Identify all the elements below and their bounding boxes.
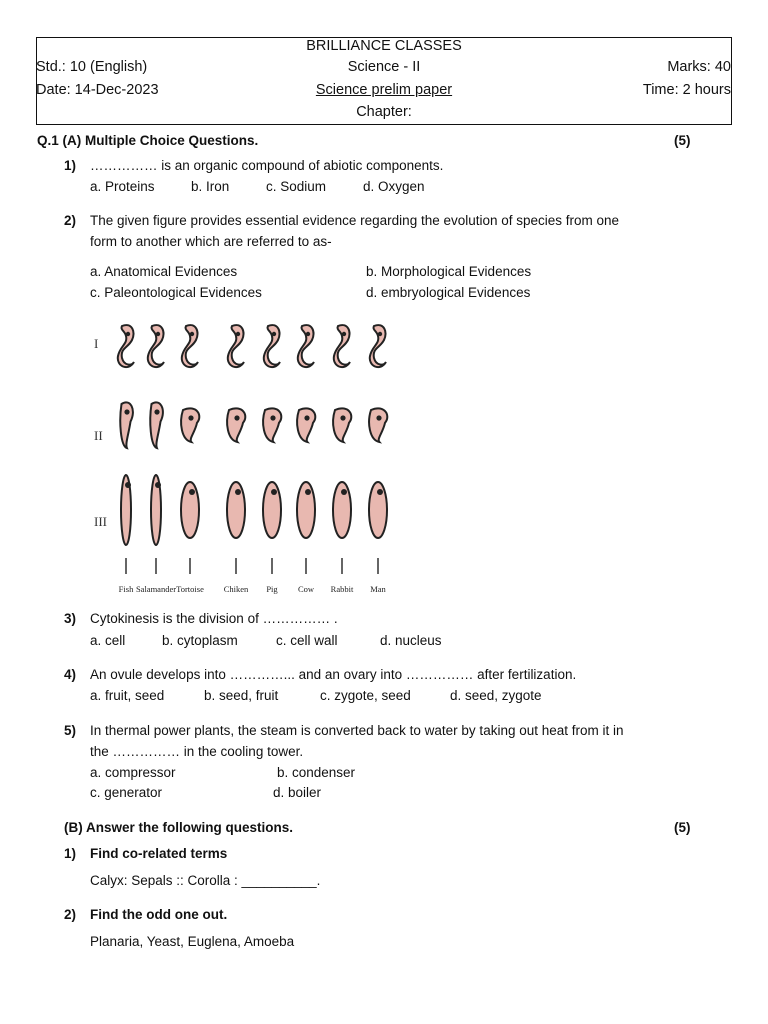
option: a. Proteins (90, 179, 155, 194)
embryo-eye (304, 415, 309, 420)
question-number: 1) (64, 846, 77, 861)
question-number: 3) (64, 611, 77, 626)
option: a. Anatomical Evidences (90, 264, 238, 279)
species-label: Pig (266, 584, 278, 594)
option: b. Iron (191, 179, 230, 194)
option: d. Oxygen (363, 179, 425, 194)
row-label: II (94, 428, 103, 443)
embryo-stage-1 (298, 325, 314, 367)
section-b-marks: (5) (674, 820, 691, 835)
embryo-eye (155, 482, 161, 488)
embryo-eye (189, 489, 195, 495)
embryo-eye (342, 332, 346, 336)
time-label: Time: 2 hours (642, 82, 731, 98)
marks-label: Marks: 40 (667, 59, 731, 75)
option: b. condenser (277, 765, 356, 780)
embryo-eye (306, 332, 310, 336)
option: c. zygote, seed (320, 688, 411, 703)
option: c. Paleontological Evidences (90, 285, 262, 300)
chapter-label: Chapter: (356, 104, 412, 120)
embryo-stage-2 (297, 408, 315, 442)
option: c. cell wall (276, 633, 338, 648)
question-title: Find co-related terms (90, 846, 228, 861)
embryo-eye (341, 489, 347, 495)
embryo-eye (154, 409, 159, 414)
option: c. Sodium (266, 179, 327, 194)
question-number: 2) (64, 907, 77, 922)
embryo-stage-2 (150, 402, 163, 448)
embryo-stage-1 (228, 325, 244, 367)
embryo-eye (236, 332, 240, 336)
question-text: Calyx: Sepals :: Corolla : __________. (90, 873, 321, 888)
embryo-eye (124, 409, 129, 414)
embryo-stage-1 (370, 325, 386, 367)
embryo-stage-2 (181, 408, 199, 442)
embryo-stage-1 (148, 325, 164, 367)
embryo-eye (272, 332, 276, 336)
embryo-stage-1 (334, 325, 350, 367)
species-label: Salamander (135, 584, 177, 594)
question-text-cont: form to another which are referred to as- (90, 234, 332, 249)
species-label: Man (370, 584, 386, 594)
embryo-eye (234, 415, 239, 420)
question-number: 1) (64, 158, 77, 173)
option: b. cytoplasm (162, 633, 238, 648)
embryo-stage-1 (118, 325, 134, 367)
question-text: In thermal power plants, the steam is converted back to water by taking out heat from it in (90, 723, 624, 738)
option: d. seed, zygote (450, 688, 542, 703)
embryo-eye (235, 489, 241, 495)
embryo-stage-2 (227, 408, 245, 442)
species-label: Tortoise (176, 584, 204, 594)
embryo-eye (305, 489, 311, 495)
std-label: Std.: 10 (English) (36, 59, 148, 75)
date-label: Date: 14-Dec-2023 (36, 82, 159, 98)
option: b. Morphological Evidences (366, 264, 532, 279)
embryo-eye (188, 415, 193, 420)
question-text: Cytokinesis is the division of …………… . (90, 611, 338, 626)
question-text: Planaria, Yeast, Euglena, Amoeba (90, 934, 295, 949)
row-label: III (94, 514, 107, 529)
embryo-eye (126, 332, 130, 336)
option: a. compressor (90, 765, 176, 780)
section-a-title: Q.1 (A) Multiple Choice Questions. (37, 133, 259, 148)
institute-name: BRILLIANCE CLASSES (306, 38, 462, 54)
embryo-eye (340, 415, 345, 420)
embryo-stage-2 (369, 408, 387, 442)
embryo-eye (377, 489, 383, 495)
option: a. cell (90, 633, 126, 648)
option: a. fruit, seed (90, 688, 165, 703)
embryo-stage-2 (263, 408, 281, 442)
species-label: Cow (297, 584, 315, 594)
embryo-eye (156, 332, 160, 336)
question-text: …………… is an organic compound of abiotic components. (90, 158, 444, 173)
question-text-cont: the …………… in the cooling tower. (90, 744, 304, 759)
option: d. embryological Evidences (366, 285, 531, 300)
species-label: Chiken (223, 584, 249, 594)
row-label: I (94, 336, 99, 351)
embryo-eye (378, 332, 382, 336)
question-text: An ovule develops into …………... and an ovary into …………… after fertilization. (90, 667, 577, 682)
question-text: The given figure provides essential evidence regarding the evolution of species from one (90, 213, 620, 228)
paper-title: Science prelim paper (315, 82, 453, 98)
section-b-title: (B) Answer the following questions. (64, 820, 293, 835)
species-label: Rabbit (330, 584, 354, 594)
question-number: 5) (64, 723, 77, 738)
embryo-eye (190, 332, 194, 336)
embryo-eye (270, 415, 275, 420)
section-a-marks: (5) (674, 133, 691, 148)
question-title: Find the odd one out. (90, 907, 228, 922)
embryo-stage-1 (264, 325, 280, 367)
embryo-stage-1 (182, 325, 198, 367)
option: c. generator (90, 785, 163, 800)
embryo-eye (271, 489, 277, 495)
embryo-eye (125, 482, 131, 488)
question-number: 2) (64, 213, 77, 228)
species-label: Fish (118, 584, 134, 594)
embryo-stage-2 (333, 408, 351, 442)
option: b. seed, fruit (204, 688, 279, 703)
question-number: 4) (64, 667, 77, 682)
embryo-evolution-figure (88, 318, 398, 600)
embryo-stage-2 (120, 402, 133, 448)
option: d. nucleus (380, 633, 442, 648)
subject-label: Science - II (347, 59, 421, 75)
embryo-eye (376, 415, 381, 420)
embryo-figure-svg (88, 318, 398, 600)
option: d. boiler (273, 785, 322, 800)
